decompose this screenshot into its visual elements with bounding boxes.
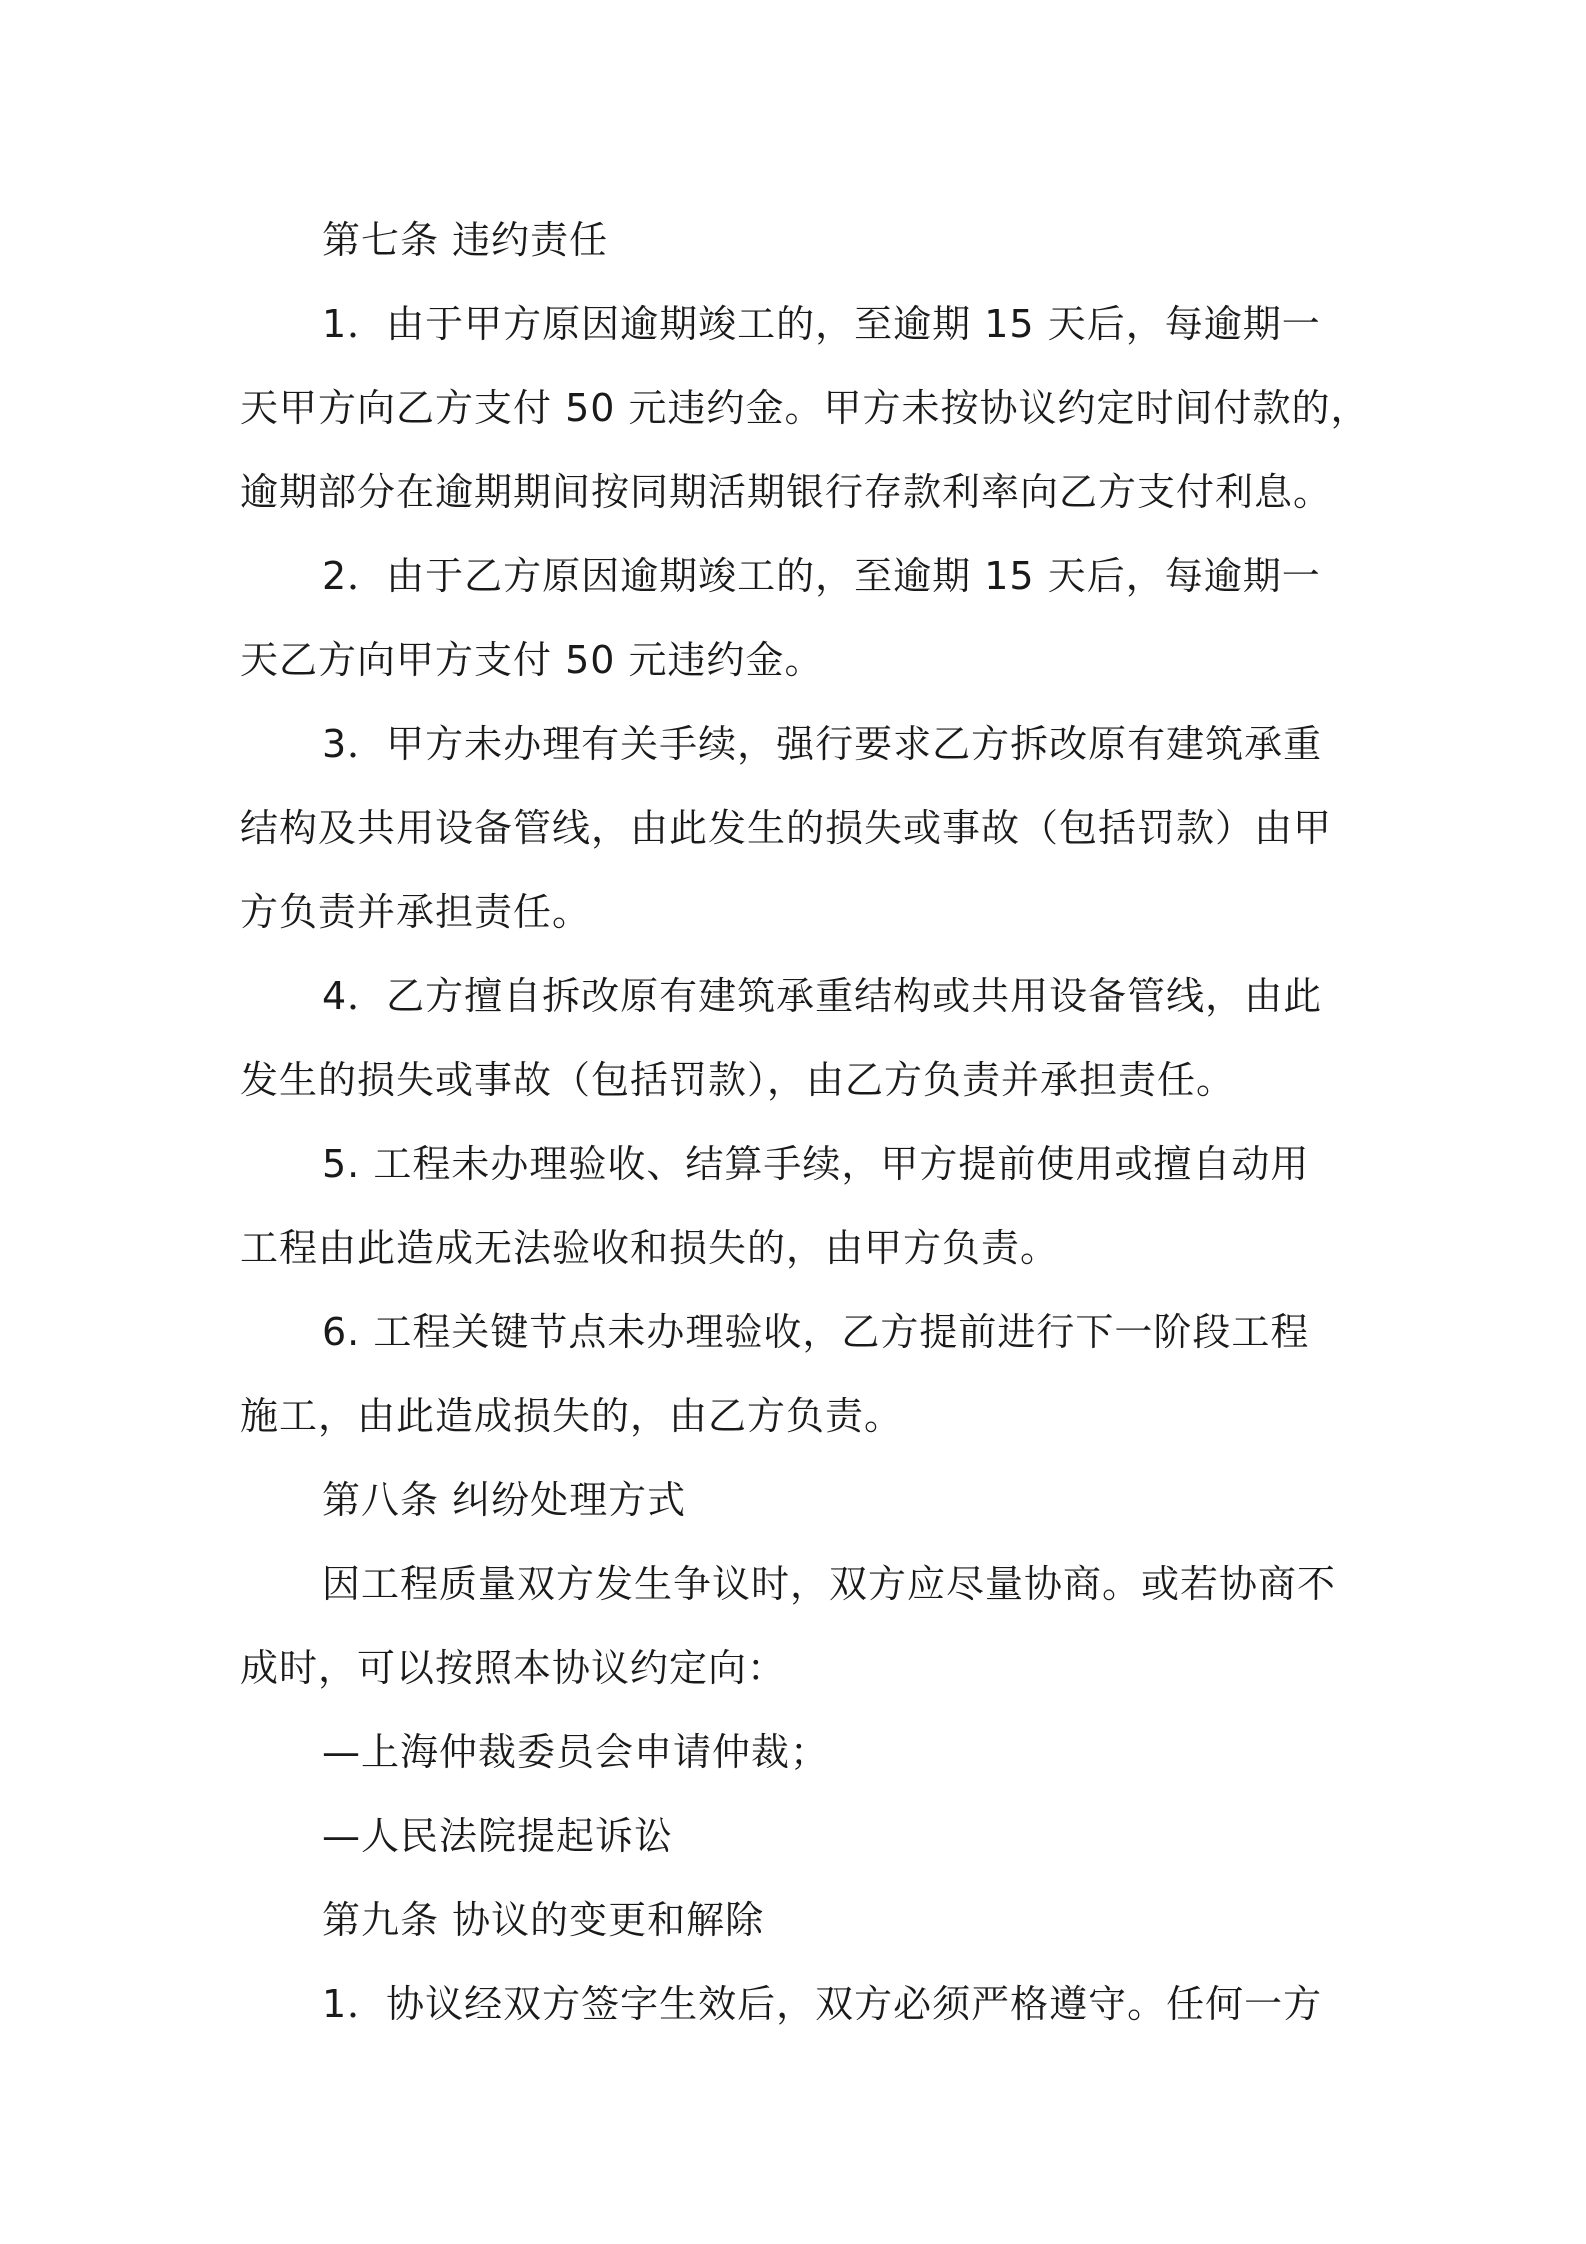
paragraph-line: 3．甲方未办理有关手续，强行要求乙方拆改原有建筑承重 [322,722,1323,766]
document-body [240,198,1370,2046]
paragraph-line: 1．由于甲方原因逾期竣工的，至逾期 15 天后，每逾期一 [322,302,1321,346]
paragraph-line: 天甲方向乙方支付 50 元违约金。甲方未按协议约定时间付款的， [240,386,1370,430]
paragraph-line: 工程由此造成无法验收和损失的，由甲方负责。 [240,1226,1060,1270]
option-line: —上海仲裁委员会申请仲裁； [322,1730,830,1774]
paragraph-line: 施工，由此造成损失的，由乙方负责。 [240,1394,904,1438]
paragraph-line: 1．协议经双方签字生效后，双方必须严格遵守。任何一方 [322,1982,1323,2026]
article-8-heading: 第八条 纠纷处理方式 [322,1478,687,1522]
paragraph-line: 成时，可以按照本协议约定向： [240,1646,787,1690]
paragraph-line: 结构及共用设备管线，由此发生的损失或事故（包括罚款）由甲 [240,806,1333,850]
article-7-heading: 第七条 违约责任 [322,218,609,262]
paragraph-line: 方负责并承担责任。 [240,890,592,934]
article-9-heading: 第九条 协议的变更和解除 [322,1898,765,1942]
paragraph-line: 因工程质量双方发生争议时，双方应尽量协商。或若协商不 [322,1562,1337,1606]
paragraph-line: 逾期部分在逾期期间按同期活期银行存款利率向乙方支付利息。 [240,470,1333,514]
paragraph-line: 6. 工程关键节点未办理验收，乙方提前进行下一阶段工程 [322,1310,1310,1354]
paragraph-line: 发生的损失或事故（包括罚款），由乙方负责并承担责任。 [240,1058,1236,1102]
paragraph-line: 天乙方向甲方支付 50 元违约金。 [240,638,824,682]
paragraph-line: 5. 工程未办理验收、结算手续，甲方提前使用或擅自动用 [322,1142,1310,1186]
paragraph-line: 2．由于乙方原因逾期竣工的，至逾期 15 天后，每逾期一 [322,554,1321,598]
option-line: —人民法院提起诉讼 [322,1814,674,1858]
paragraph-line: 4．乙方擅自拆改原有建筑承重结构或共用设备管线，由此 [322,974,1323,1018]
